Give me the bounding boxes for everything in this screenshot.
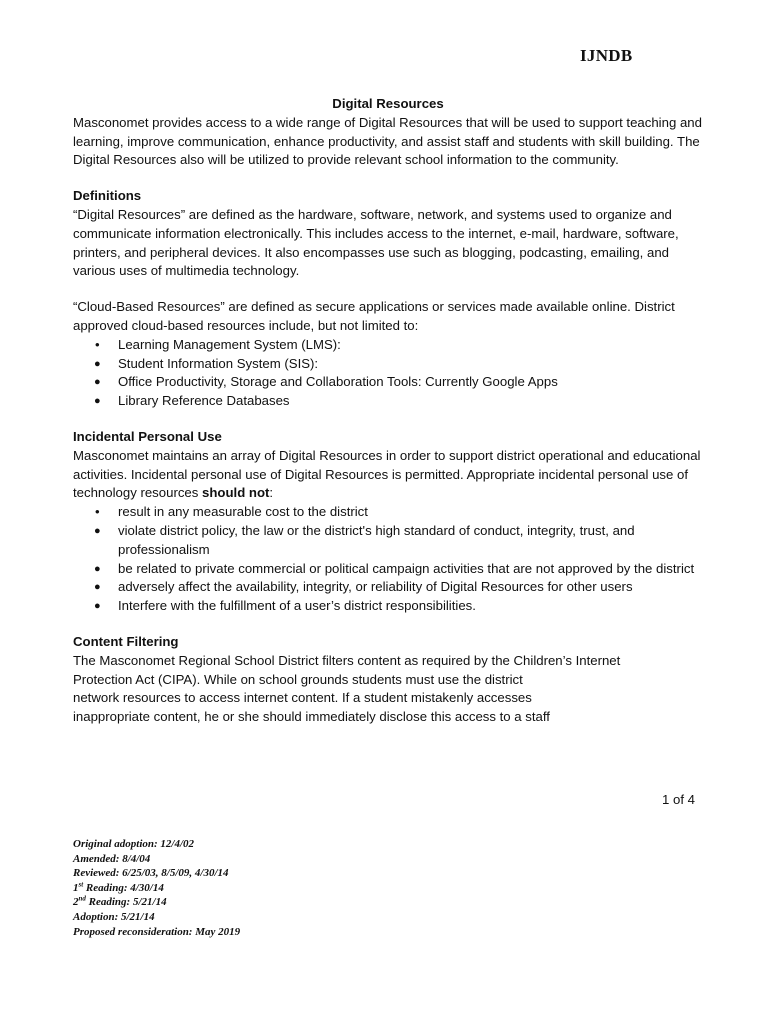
- content-filtering-line: network resources to access internet content. If a student mistakenly accesses: [73, 690, 532, 706]
- amended-date: Amended: 8/4/04: [73, 852, 151, 865]
- incidental-use-paragraph: Masconomet maintains an array of Digital Resources in order to support district operational and educational activities. Incidental personal use of Digital Resources is permitted. Appropriate incidental personal use of technology resources should not:: [73, 447, 701, 501]
- reviewed-dates: Reviewed: 6/25/03, 8/5/09, 4/30/14: [73, 867, 229, 880]
- list-item: • result in any measurable cost to the district: [73, 503, 703, 522]
- cloud-resources-list: [73, 336, 703, 411]
- bullet-icon: ●: [94, 562, 101, 575]
- document-title: Digital Resources: [332, 96, 444, 111]
- bullet-icon: ●: [94, 357, 101, 370]
- bullet-icon: •: [95, 504, 100, 520]
- bullet-icon: ●: [94, 524, 101, 537]
- definitions-section: [73, 187, 703, 411]
- bullet-icon: ●: [94, 581, 101, 594]
- list-item: ● Library Reference Databases: [73, 392, 703, 411]
- policy-code: IJNDB: [580, 46, 633, 65]
- second-reading: 2nd Reading: 5/21/14: [73, 894, 167, 909]
- list-item: ● adversely affect the availability, integrity, or reliability of Digital Resources for other users: [73, 578, 703, 597]
- definitions-paragraph: “Digital Resources” are defined as the hardware, software, network, and systems used to organize and communicate information electronically. This includes access to the internet, e-mail, hardware, software, printers, and peripheral devices. It also encompasses use such as blogging, podcasting, emailing, and various uses of multimedia technology.: [73, 206, 679, 279]
- list-item: ● Office Productivity, Storage and Collaboration Tools: Currently Google Apps: [73, 373, 703, 392]
- cloud-resources-paragraph: “Cloud-Based Resources” are defined as secure applications or services made available online. District approved cloud-based resources include, but not limited to:: [73, 299, 675, 333]
- first-reading: 1st Reading: 4/30/14: [73, 880, 164, 894]
- original-adoption: Original adoption: 12/4/02: [73, 838, 195, 850]
- content-filtering-line: Protection Act (CIPA). While on school grounds students must use the district: [73, 671, 523, 687]
- bullet-icon: ●: [94, 600, 101, 613]
- adoption-date: Adoption: 5/21/14: [73, 910, 155, 923]
- content-filtering-line: inappropriate content, he or she should immediately disclose this access to a staff: [73, 709, 550, 725]
- content-filtering-section: [73, 633, 703, 727]
- document-body: [73, 95, 703, 727]
- list-item: ● Interfere with the fulfillment of a user’s district responsibilities.: [73, 597, 703, 616]
- list-item: ● Student Information System (SIS):: [73, 355, 703, 374]
- bullet-icon: ●: [94, 376, 101, 389]
- incidental-use-heading: Incidental Personal Use: [73, 428, 222, 444]
- content-filtering-line: The Masconomet Regional School District filters content as required by the Children’s Internet: [73, 652, 621, 668]
- bullet-icon: •: [95, 336, 100, 352]
- bullet-icon: ●: [94, 395, 101, 408]
- content-filtering-heading: Content Filtering: [73, 633, 179, 649]
- page-number: 1 of 4: [662, 792, 695, 807]
- adoption-history-footer: [73, 837, 240, 939]
- list-item: ● be related to private commercial or political campaign activities that are not approved by the district: [73, 560, 703, 579]
- proposed-reconsideration: Proposed reconsideration: May 2019: [73, 925, 241, 938]
- intro-paragraph: Masconomet provides access to a wide range of Digital Resources that will be used to support teaching and learning, improve communication, enhance productivity, and assist staff and students with skill building. The Digital Resources also will be utilized to provide relevant school information to the community.: [73, 114, 702, 168]
- emphasis-text: should not: [202, 485, 270, 501]
- list-item: • Learning Management System (LMS):: [73, 336, 703, 355]
- incidental-use-section: [73, 428, 703, 616]
- list-item: ● violate district policy, the law or the district's high standard of conduct, integrity, trust, and professionalism: [94, 522, 635, 557]
- definitions-heading: Definitions: [73, 188, 142, 204]
- incidental-use-list: [73, 503, 703, 616]
